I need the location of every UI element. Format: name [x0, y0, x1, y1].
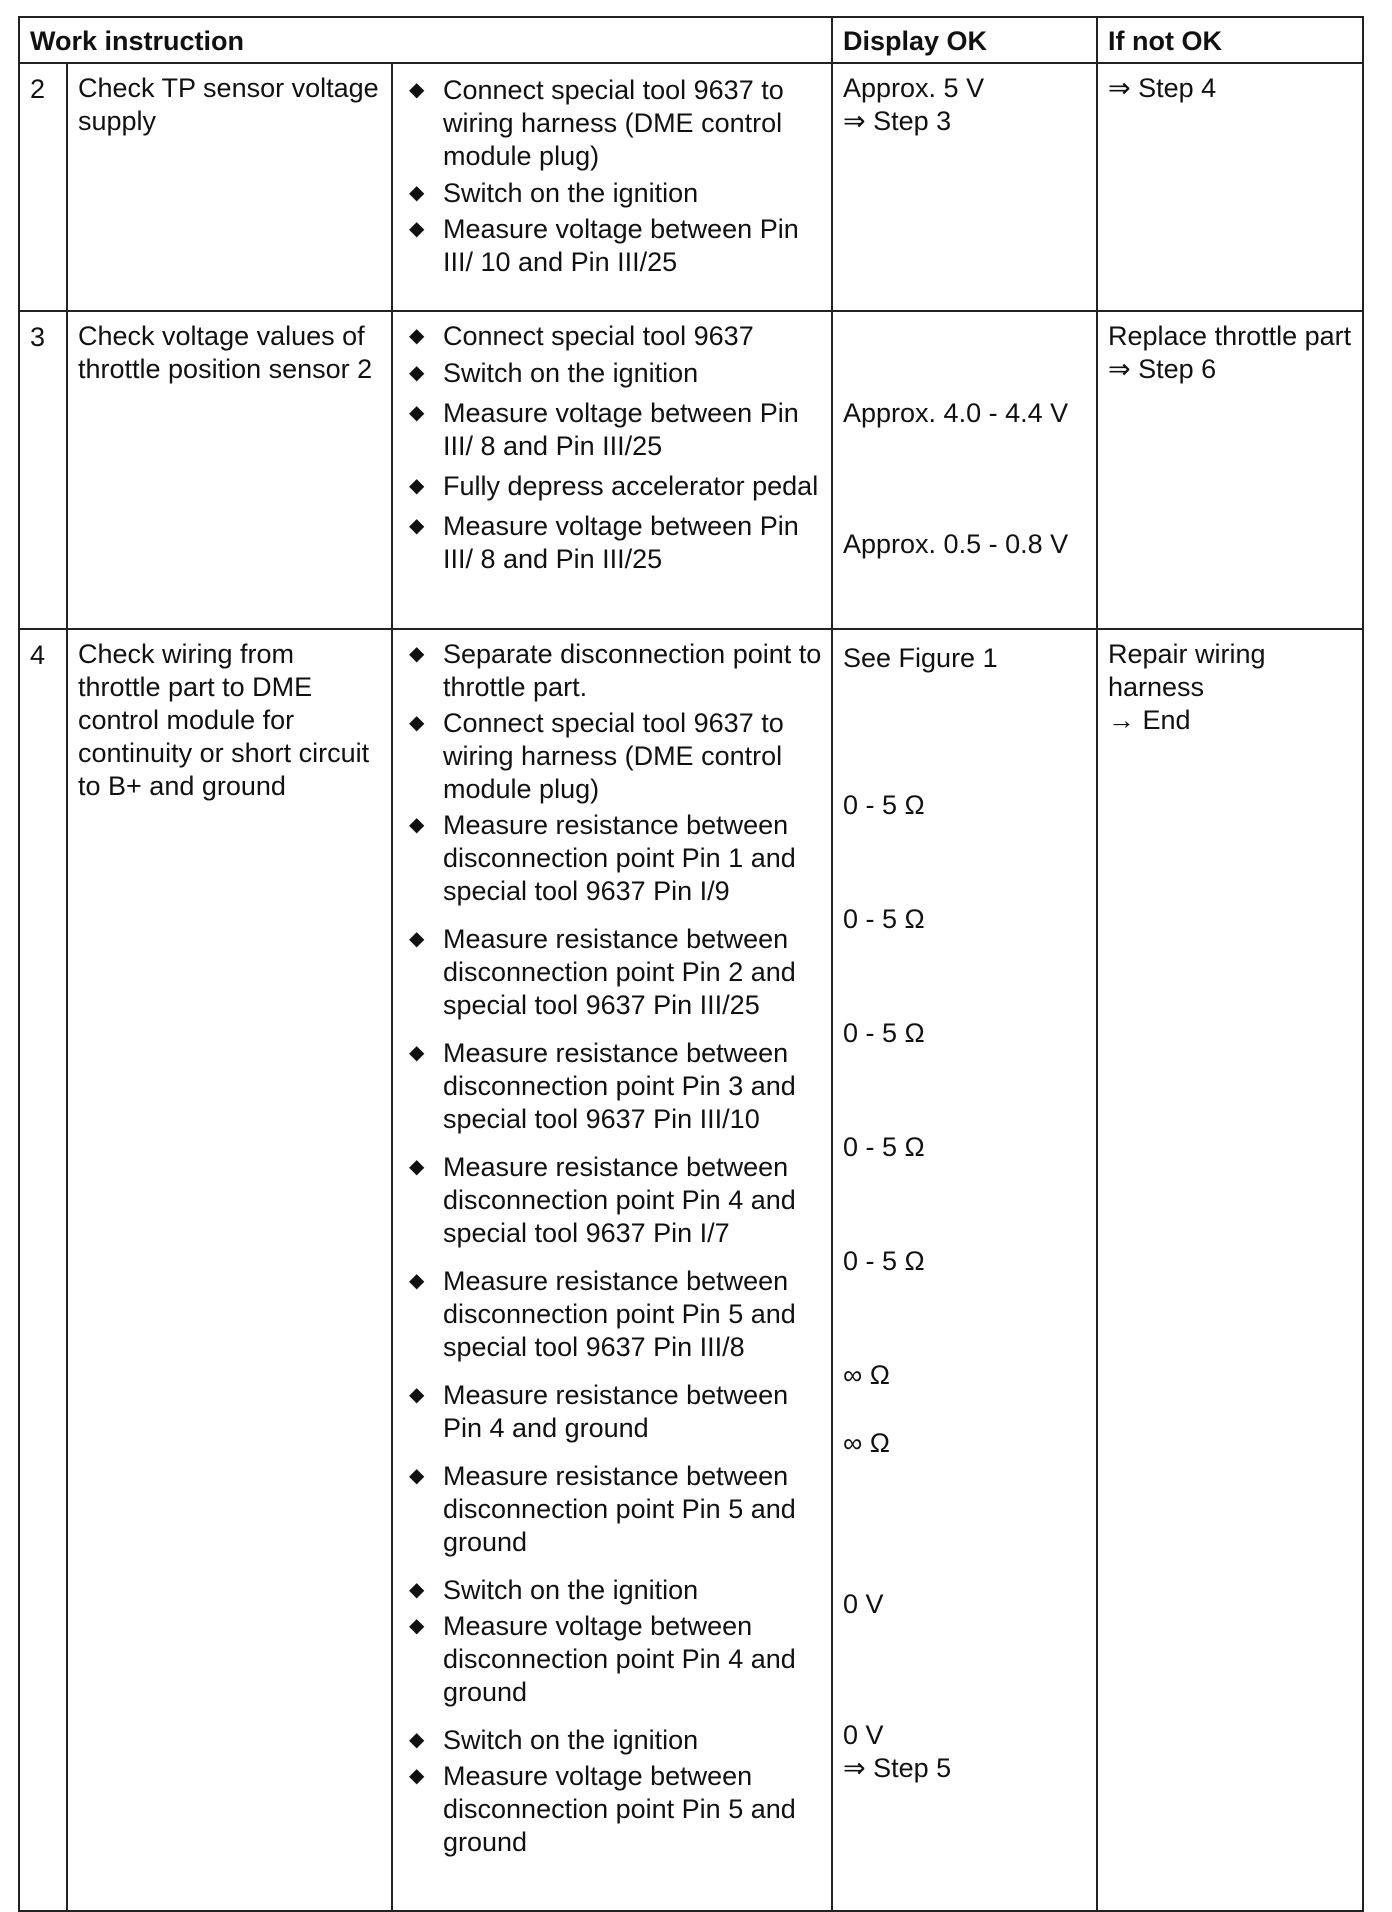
action-item: ◆ Measure voltage between Pin III/ 8 and Pin III/25 — [409, 511, 799, 574]
bullet-icon: ◆ — [409, 1765, 425, 1787]
action-list — [392, 311, 832, 629]
step-description: Check voltage values of throttle position sensor 2 — [67, 311, 392, 629]
display-value: Approx. 4.0 - 4.4 V — [843, 398, 1069, 428]
step-number: 2 — [19, 63, 67, 311]
bullet-icon: ◆ — [409, 1729, 425, 1751]
step-description: Check TP sensor voltage supply — [67, 63, 392, 311]
display-ok-cell — [832, 63, 1097, 311]
bullet-icon: ◆ — [409, 325, 425, 347]
table-header-row — [19, 17, 1363, 63]
display-ok-cell — [832, 311, 1097, 629]
action-item: ◆ Measure voltage between disconnection point Pin 5 and ground — [409, 1761, 796, 1857]
action-item: ◆ Switch on the ignition — [409, 1725, 699, 1755]
action-item: ◆ Connect special tool 9637 to wiring harness (DME control module plug) — [409, 708, 784, 804]
action-item: ◆ Connect special tool 9637 to wiring harness (DME control module plug) — [409, 75, 784, 171]
not-ok-next-step: ⇒ Step 4 — [1108, 73, 1217, 103]
action-item: ◆ Measure voltage between disconnection point Pin 4 and ground — [409, 1611, 796, 1707]
display-value: ∞ Ω — [843, 1360, 890, 1390]
if-not-ok-cell — [1097, 629, 1363, 1911]
if-not-ok-cell — [1097, 63, 1363, 311]
display-value: Approx. 5 V — [843, 73, 985, 103]
header-display-ok: Display OK — [832, 17, 1097, 63]
display-value: 0 V — [843, 1720, 884, 1750]
action-item: ◆ Separate disconnection point to throttle part. — [409, 639, 822, 702]
table-row — [19, 63, 1363, 311]
action-item: ◆ Measure resistance between disconnection point Pin 5 and special tool 9637 Pin III/8 — [409, 1266, 796, 1362]
table-row — [19, 311, 1363, 629]
header-if-not-ok: If not OK — [1097, 17, 1363, 63]
display-value: 0 V — [843, 1589, 884, 1619]
bullet-icon: ◆ — [409, 1384, 425, 1406]
bullet-icon: ◆ — [409, 643, 425, 665]
bullet-icon: ◆ — [409, 475, 425, 497]
table-row — [19, 629, 1363, 1911]
bullet-icon: ◆ — [409, 182, 425, 204]
action-item: ◆ Measure resistance between disconnection point Pin 5 and ground — [409, 1461, 796, 1557]
display-value: 0 - 5 Ω — [843, 1246, 925, 1276]
work-instruction-table — [18, 16, 1364, 1912]
bullet-icon: ◆ — [409, 1579, 425, 1601]
bullet-icon: ◆ — [409, 814, 425, 836]
bullet-icon: ◆ — [409, 1042, 425, 1064]
step-number: 4 — [19, 629, 67, 1911]
display-value: 0 - 5 Ω — [843, 904, 925, 934]
display-value: 0 - 5 Ω — [843, 1018, 925, 1048]
display-next-step: ⇒ Step 3 — [843, 106, 952, 136]
display-value: Approx. 0.5 - 0.8 V — [843, 529, 1069, 559]
bullet-icon: ◆ — [409, 515, 425, 537]
bullet-icon: ◆ — [409, 1270, 425, 1292]
not-ok-action: Repair wiring harness — [1108, 639, 1266, 702]
action-item: ◆ Measure voltage between Pin III/ 10 and Pin III/25 — [409, 214, 799, 277]
action-item: ◆ Connect special tool 9637 — [409, 321, 754, 351]
step-number: 3 — [19, 311, 67, 629]
step-description: Check wiring from throttle part to DME control module for continuity or short circuit to B+ and ground — [67, 629, 392, 1911]
action-item: ◆ Measure resistance between disconnection point Pin 1 and special tool 9637 Pin I/9 — [409, 810, 796, 906]
action-item: ◆ Switch on the ignition — [409, 178, 699, 208]
bullet-icon: ◆ — [409, 362, 425, 384]
display-next-step: ⇒ Step 5 — [843, 1753, 952, 1783]
display-value: 0 - 5 Ω — [843, 1132, 925, 1162]
action-item: ◆ Measure resistance between Pin 4 and ground — [409, 1380, 789, 1443]
not-ok-next-step: ⇒ Step 6 — [1108, 354, 1217, 384]
if-not-ok-cell — [1097, 311, 1363, 629]
action-item: ◆ Switch on the ignition — [409, 1575, 699, 1605]
action-item: ◆ Fully depress accelerator pedal — [409, 471, 819, 501]
bullet-icon: ◆ — [409, 1465, 425, 1487]
display-value: See Figure 1 — [843, 643, 998, 673]
action-item: ◆ Measure resistance between disconnection point Pin 2 and special tool 9637 Pin III/25 — [409, 924, 796, 1020]
bullet-icon: ◆ — [409, 928, 425, 950]
not-ok-action: Replace throttle part — [1108, 321, 1352, 351]
display-value: ∞ Ω — [843, 1428, 890, 1458]
not-ok-next-step: → End — [1108, 705, 1191, 735]
action-item: ◆ Switch on the ignition — [409, 358, 699, 388]
action-item: ◆ Measure resistance between disconnection point Pin 3 and special tool 9637 Pin III/10 — [409, 1038, 796, 1134]
bullet-icon: ◆ — [409, 79, 425, 101]
bullet-icon: ◆ — [409, 712, 425, 734]
bullet-icon: ◆ — [409, 402, 425, 424]
action-list — [392, 629, 832, 1911]
bullet-icon: ◆ — [409, 1615, 425, 1637]
action-item: ◆ Measure resistance between disconnection point Pin 4 and special tool 9637 Pin I/7 — [409, 1152, 796, 1248]
display-ok-cell — [832, 629, 1097, 1911]
action-list — [392, 63, 832, 311]
header-work-instruction: Work instruction — [19, 17, 832, 63]
action-item: ◆ Measure voltage between Pin III/ 8 and Pin III/25 — [409, 398, 799, 461]
work-instruction-table-container — [18, 16, 1362, 1912]
display-value: 0 - 5 Ω — [843, 790, 925, 820]
bullet-icon: ◆ — [409, 218, 425, 240]
bullet-icon: ◆ — [409, 1156, 425, 1178]
